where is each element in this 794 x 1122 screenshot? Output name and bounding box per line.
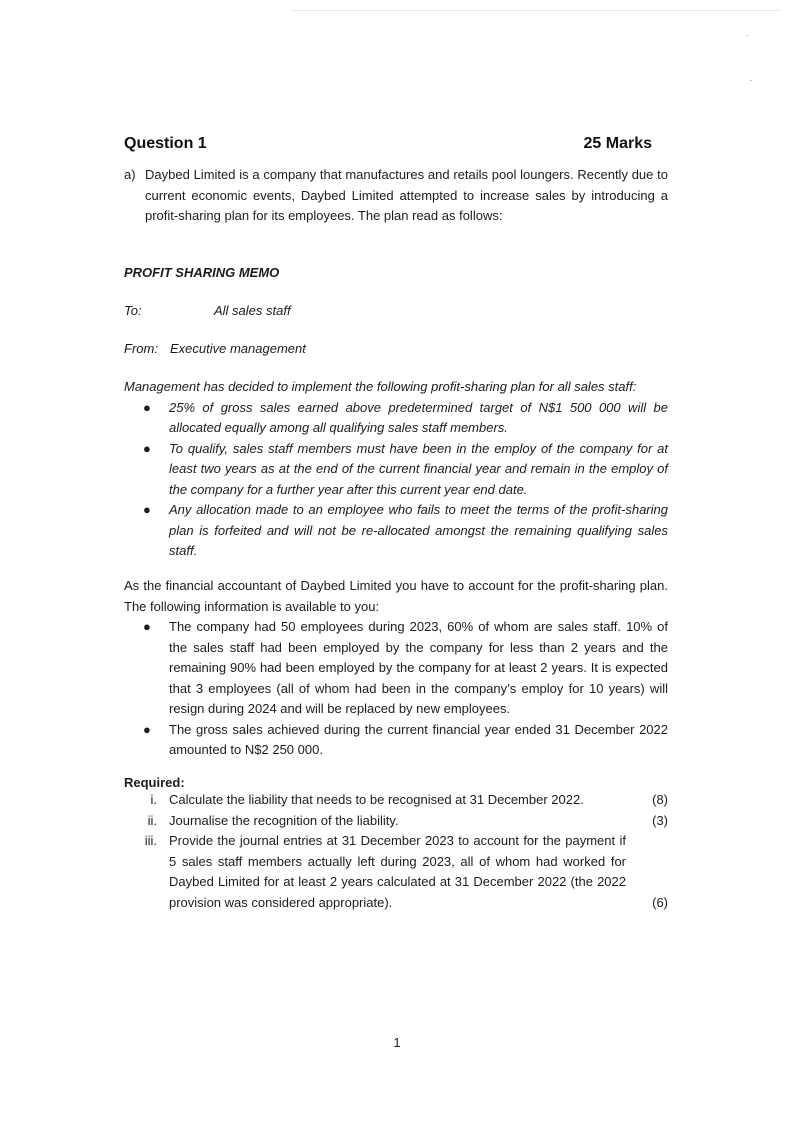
intro-label: a) bbox=[124, 167, 136, 182]
memo-to-line bbox=[124, 301, 668, 322]
memo-title: PROFIT SHARING MEMO bbox=[124, 265, 280, 280]
required-item bbox=[124, 790, 668, 811]
memo-intro: Management has decided to implement the following profit-sharing plan for all sales staff: bbox=[124, 379, 637, 394]
info-bullet-text: The gross sales achieved during the current financial year ended 31 December 2022 amounted to N$2 250 000. bbox=[169, 721, 668, 757]
accountant-section bbox=[124, 576, 668, 761]
memo-bullet-text: To qualify, sales staff members must have been in the employ of the company for at least two years as at the end of the current financial year and remain in the employ of the company for a further year after this current year end date. bbox=[169, 440, 668, 497]
info-bullet bbox=[124, 617, 668, 720]
bullet-icon: ● bbox=[143, 399, 151, 415]
required-item-number: ii. bbox=[147, 812, 157, 828]
page-number: 1 bbox=[393, 1035, 401, 1050]
accountant-intro: As the financial accountant of Daybed Limited you have to account for the profit-sharing plan. The following information is available to you: bbox=[124, 578, 668, 614]
memo-from-line bbox=[124, 339, 668, 360]
memo-from-label: From: bbox=[124, 341, 158, 356]
memo-to-label: To: bbox=[124, 303, 142, 318]
scan-speck bbox=[750, 80, 752, 81]
bullet-icon: ● bbox=[143, 619, 151, 634]
required-title: Required: bbox=[124, 775, 185, 790]
intro-paragraph bbox=[124, 165, 668, 227]
memo-bullet bbox=[124, 500, 668, 562]
info-bullet bbox=[124, 720, 668, 761]
scan-speck bbox=[746, 35, 748, 36]
bullet-icon: ● bbox=[143, 721, 151, 737]
required-item-marks: (6) bbox=[652, 894, 668, 910]
required-item-marks: (3) bbox=[652, 812, 668, 828]
question-header bbox=[124, 134, 652, 154]
memo-bullet-list bbox=[124, 398, 668, 562]
memo-bullet bbox=[124, 439, 668, 501]
memo-bullet-text: Any allocation made to an employee who fails to meet the terms of the profit-sharing plan is forfeited and will not be re-allocated amongst the remaining qualifying sales staff. bbox=[169, 502, 668, 558]
required-item-text: Journalise the recognition of the liability. bbox=[169, 812, 399, 828]
memo-to-value: All sales staff bbox=[214, 303, 291, 318]
info-bullet-list bbox=[124, 617, 668, 761]
info-bullet-text: The company had 50 employees during 2023, 60% of whom are sales staff. 10% of the sales staff had been employed by the company for less than 2 years and the remaining 90% had been employed by the company for at least 2 years. It is expected that 3 employees (all of whom had been in the company’s employ for 10 years) will resign during 2024 and will be replaced by new employees. bbox=[169, 619, 668, 716]
intro-text: Daybed Limited is a company that manufactures and retails pool loungers. Recently due to current economic events, Daybed Limited attempted to increase sales by introducing a profit-sharing plan for its employees. The plan read as follows: bbox=[145, 167, 668, 223]
question-marks: 25 Marks bbox=[583, 135, 652, 152]
question-title: Question 1 bbox=[124, 135, 207, 152]
memo-bullet bbox=[124, 398, 668, 439]
required-item-text: Calculate the liability that needs to be recognised at 31 December 2022. bbox=[169, 792, 584, 807]
memo-bullet-text: 25% of gross sales earned above predetermined target of N$1 500 000 will be allocated equally among all qualifying sales staff members. bbox=[169, 399, 668, 435]
required-item-number: i. bbox=[150, 792, 157, 807]
required-item-marks: (8) bbox=[652, 792, 668, 807]
required-item bbox=[124, 811, 668, 832]
bullet-icon: ● bbox=[143, 440, 151, 456]
bullet-icon: ● bbox=[143, 502, 151, 517]
scan-line bbox=[290, 10, 780, 11]
required-list bbox=[124, 790, 668, 913]
required-item bbox=[124, 831, 668, 913]
memo-from-value: Executive management bbox=[170, 341, 306, 356]
memo-body bbox=[124, 377, 668, 562]
required-item-number: iii. bbox=[144, 833, 157, 848]
required-item-text: Provide the journal entries at 31 December 2023 to account for the payment if 5 sales staff members actually left during 2023, all of whom had worked for Daybed Limited for at least 2 years calculated at 31 December 2022 (the 2022 provision was considered appropriate). bbox=[169, 833, 626, 910]
